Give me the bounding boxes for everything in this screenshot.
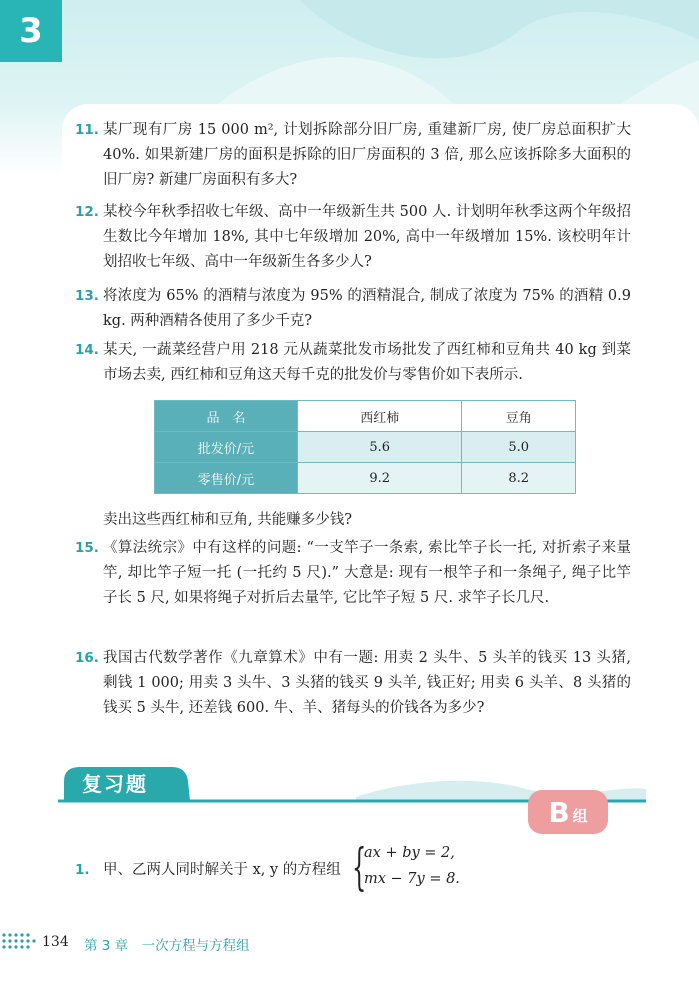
problem-text: 某校今年秋季招收七年级、高中一年级新生共 500 人. 计划明年秋季这两个年级招生数比今年增加 18%, 其中七年级增加 20%, 高中一年级增加 15%. 该校明年计划招收七年级、高中一年级新生各多少人? xyxy=(103,204,631,270)
page-number: 134 xyxy=(42,934,69,950)
problem-text: 将浓度为 65% 的酒精与浓度为 95% 的酒精混合, 制成了浓度为 75% 的酒精 0.9 kg. 两种酒精各使用了多少千克? xyxy=(103,288,631,329)
row-label: 批发价/元 xyxy=(155,432,298,463)
problem-text: 某天, 一蔬菜经营户用 218 元从蔬菜批发市场批发了西红柿和豆角共 40 kg 到菜市场去卖, 西红柿和豆角这天每千克的批发价与零售价如下表所示. xyxy=(103,342,631,383)
table-cell: 5.0 xyxy=(462,432,576,463)
problem-text: 《算法统宗》中有这样的问题: “一支竿子一条索, 索比竿子长一托, 对折索子来量竿, 却比竿子短一托 (一托约 5 尺).” 大意是: 现有一根竿子和一条绳子, 绳子比竿子长 5 尺, 如果将绳子对折后去量竿, 它比竿子短 5 尺. 求竿子长几尺. xyxy=(103,540,631,606)
row-label: 零售价/元 xyxy=(155,463,298,494)
footer-chapter-label: 第 3 章 一次方程与方程组 xyxy=(84,938,250,954)
problem-14 xyxy=(75,338,631,388)
footer-dots-decoration xyxy=(0,930,36,956)
table-header-cell: 西红柿 xyxy=(298,401,462,432)
equation-system xyxy=(364,840,460,892)
problem-number: 16. xyxy=(75,650,99,666)
problem-number: 13. xyxy=(75,288,99,304)
problem-text: 某厂现有厂房 15 000 m², 计划拆除部分旧厂房, 重建新厂房, 使厂房总面积扩大 40%. 如果新建厂房的面积是拆除的旧厂房面积的 3 倍, 那么应该拆除多大面积的旧厂房? 新建厂房面积有多大? xyxy=(103,122,631,188)
problem-11 xyxy=(75,118,631,193)
table-row xyxy=(155,432,576,463)
problem-number: 14. xyxy=(75,342,99,358)
problem-text: 甲、乙两人同时解关于 x, y 的方程组 xyxy=(103,862,341,878)
table-header-row xyxy=(155,401,576,432)
equation-brace: { xyxy=(352,838,367,896)
problem-number: 11. xyxy=(75,122,99,138)
equation-line: ax + by = 2, xyxy=(364,845,455,861)
table-cell: 5.6 xyxy=(298,432,462,463)
table-cell: 9.2 xyxy=(298,463,462,494)
problem-text: 我国古代数学著作《九章算术》中有一题: 用卖 2 头牛、5 头羊的钱买 13 头猪, 剩钱 1 000; 用卖 3 头牛、3 头猪的钱买 9 头羊, 钱正好; 用卖 6 头羊、8 头猪的钱买 5 头牛, 还差钱 600. 牛、羊、猪每头的价钱各为多少? xyxy=(103,650,631,716)
review-question-1 xyxy=(75,858,363,883)
group-word: 组 xyxy=(572,806,588,825)
problem-number: 12. xyxy=(75,204,99,220)
problem-15 xyxy=(75,536,631,611)
problem-13 xyxy=(75,284,631,334)
problem-number: 15. xyxy=(75,540,99,556)
table-row xyxy=(155,463,576,494)
group-b-badge xyxy=(528,790,608,834)
table-header-cell: 品 名 xyxy=(155,401,298,432)
problem-16 xyxy=(75,646,631,721)
review-title: 复习题 xyxy=(82,772,148,796)
price-table xyxy=(154,400,576,494)
problem-12 xyxy=(75,200,631,275)
problem-number: 1. xyxy=(75,862,90,878)
table-cell: 8.2 xyxy=(462,463,576,494)
table-header-cell: 豆角 xyxy=(462,401,576,432)
group-letter: B xyxy=(548,795,570,829)
problem-14-question xyxy=(103,508,631,533)
problem-text: 卖出这些西红柿和豆角, 共能赚多少钱? xyxy=(103,512,352,528)
chapter-number-tab: 3 xyxy=(0,0,62,62)
equation-line: mx − 7y = 8. xyxy=(364,871,460,887)
